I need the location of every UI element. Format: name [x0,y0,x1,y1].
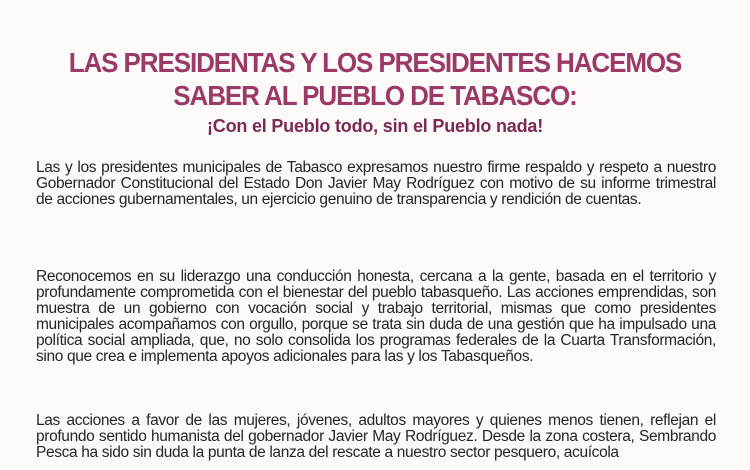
paragraph-3: Las acciones a favor de las mujeres, jóvenes, adultos mayores y quienes menos tienen, reflejan el profundo sentido humanista del gobernador Javier May Rodríguez. Desde la zona costera, Sembrando Pesca ha sido sin duda la punta de lanza del rescate a nuestro sector pesquero, acuícola [36,412,716,461]
title-line-1: LAS PRESIDENTAS Y LOS PRESIDENTES HACEMOS [68,47,682,78]
subtitle: ¡Con el Pueblo todo, sin el Pueblo nada! [206,116,543,136]
paragraph-1: Las y los presidentes municipales de Tabasco expresamos nuestro firme respaldo y respeto a nuestro Gobernador Constitucional del Estado Don Javier May Rodríguez con motivo de su informe trimestral de acciones gubernamentales, un ejercicio genuino de transparencia y rendición de cuentas. [36,159,716,208]
paragraph-2: Reconocemos en su liderazgo una conducción honesta, cercana a la gente, basada en el territorio y profundamente comprometida con el bienestar del pueblo tabasqueño. Las acciones emprendidas, son muestra de un gobierno con vocación social y trabajo territorial, mismas que como presidentes municipales acompañamos con orgullo, porque se trata sin duda de una gestión que ha impulsado una política social ampliada, que, no solo consolida los programas federales de la Cuarta Transformación, sino que crea e implementa apoyos adicionales para las y los Tabasqueños. [36,268,716,365]
title-line-2: SABER AL PUEBLO DE TABASCO: [173,80,577,111]
